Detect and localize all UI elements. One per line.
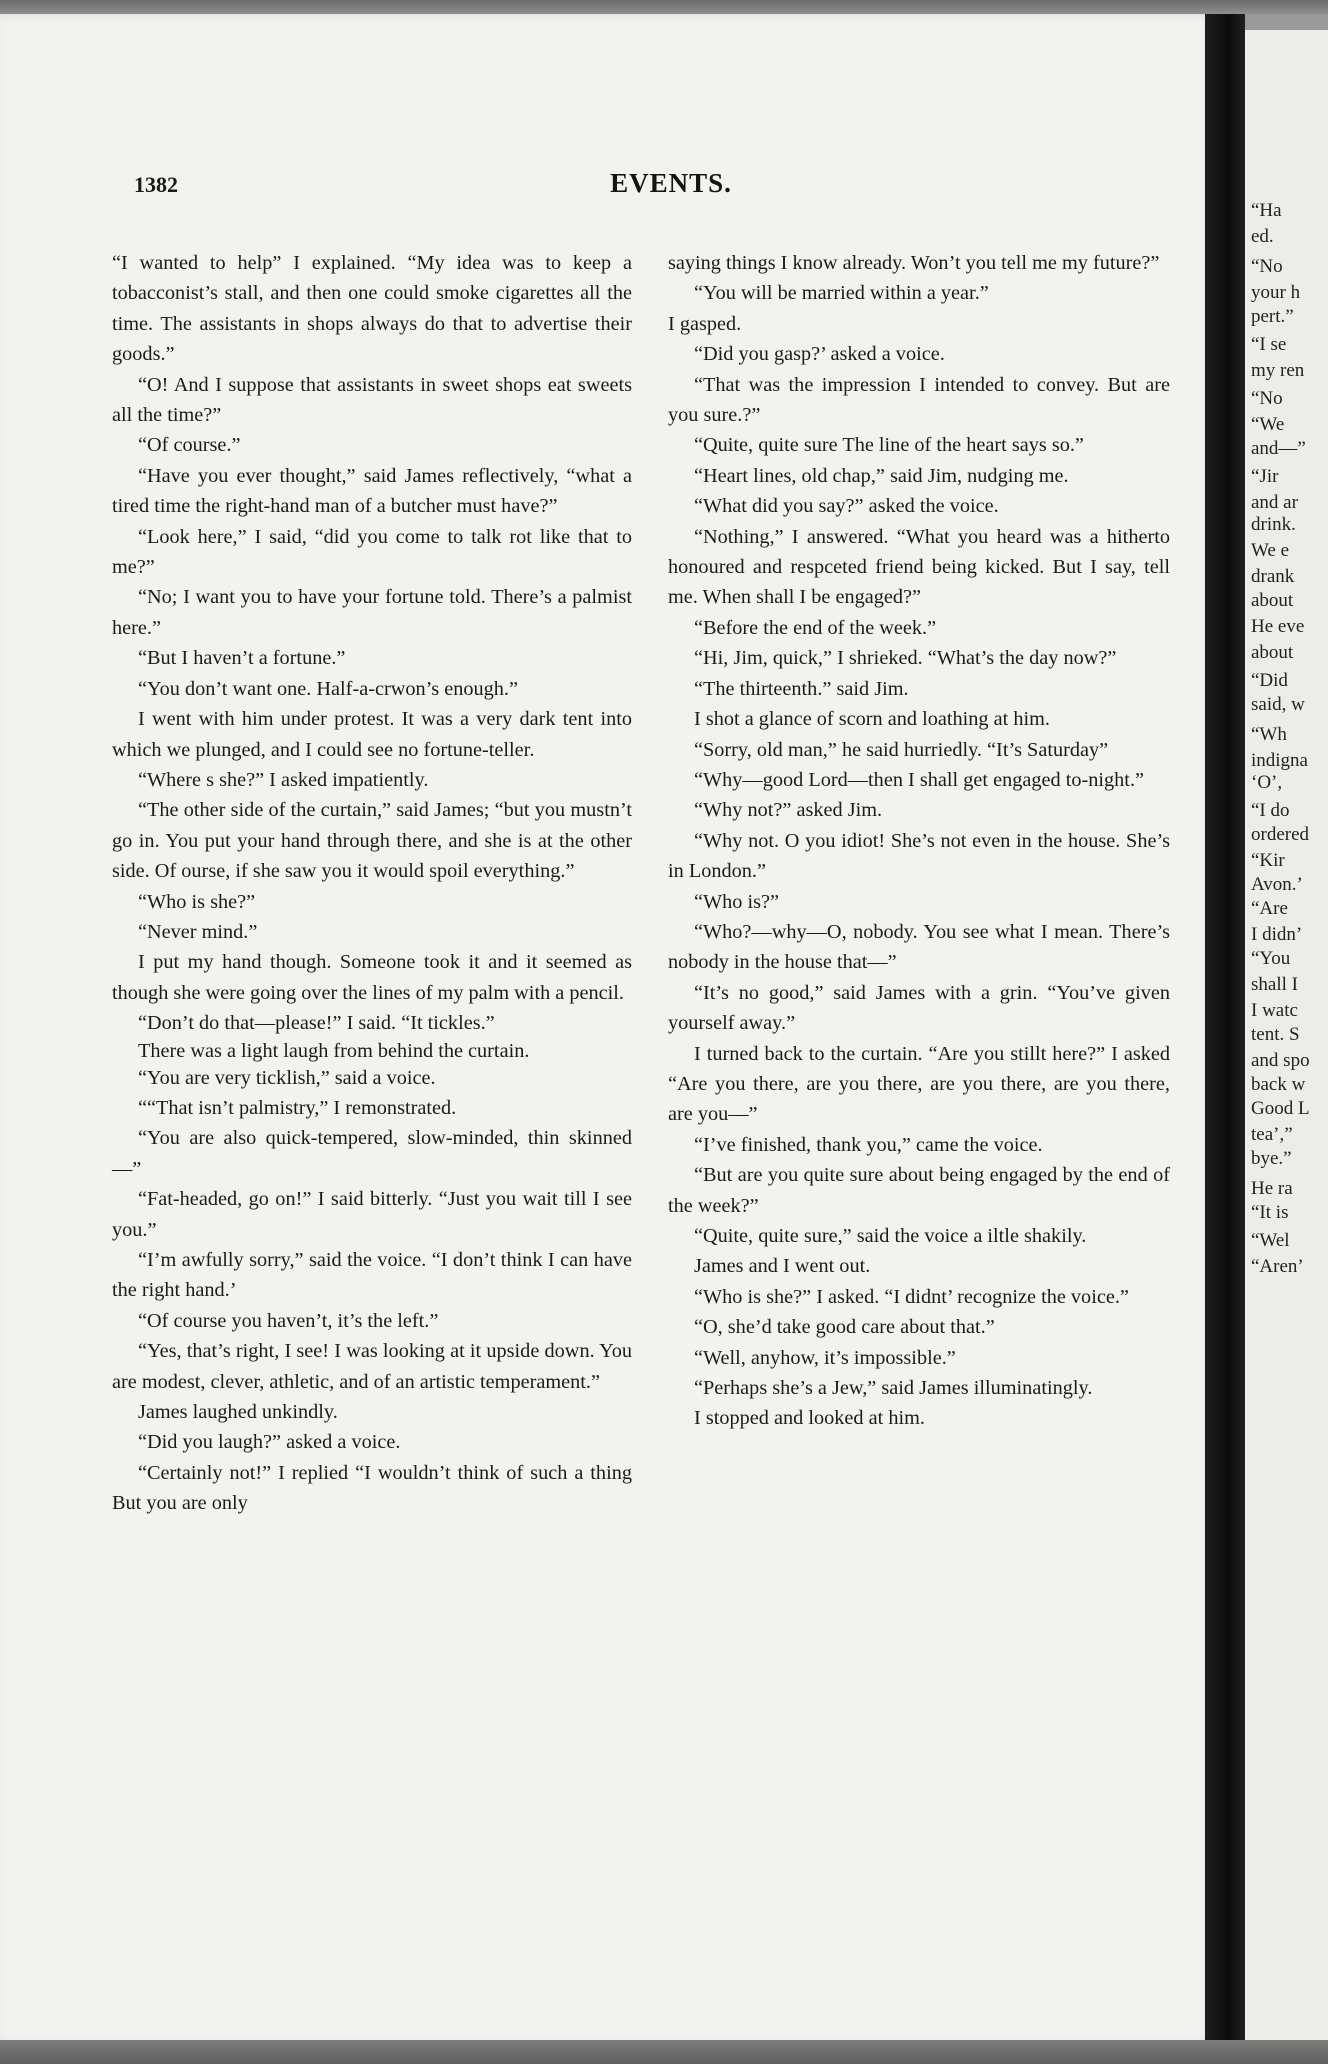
scan-bottom-edge bbox=[0, 2040, 1328, 2064]
paragraph: “Nothing,” I answered. “What you heard was a hitherto honoured and respceted friend being kicked. But I say, tell me. When shall I be engaged?” bbox=[668, 525, 1170, 609]
paragraph: “It’s no good,” said James with a grin. “You’ve given yourself away.” bbox=[668, 981, 1170, 1035]
facing-page-fragment: I watc bbox=[1251, 1000, 1298, 1021]
facing-page-fragment: tea’,” bbox=[1251, 1124, 1293, 1145]
facing-page-fragment: said, w bbox=[1251, 694, 1305, 715]
paragraph: I went with him under protest. It was a very dark tent into which we plunged, and I could see no fortune-teller. bbox=[112, 708, 632, 761]
paragraph: “The other side of the curtain,” said James; “but you mustn’t go in. You put your hand through there, and she is at the other side. Of ourse, if she saw you it would spoil everything.” bbox=[112, 799, 632, 883]
paragraph: “I wanted to help” I explained. “My idea was to keep a tobacconist’s stall, and then one could smoke cigarettes all the time. The assistants in shops always do that to advertise their goods.” bbox=[112, 252, 632, 366]
paragraph: “But I haven’t a fortune.” bbox=[138, 647, 346, 670]
paragraph: “That was the impression I intended to convey. But are you sure.?” bbox=[668, 373, 1170, 427]
paragraph: I shot a glance of scorn and loathing at him. bbox=[694, 708, 1050, 731]
paragraph: “Why not. O you idiot! She’s not even in the house. She’s in London.” bbox=[668, 829, 1170, 883]
paragraph: “I’ve finished, thank you,” came the voice. bbox=[694, 1133, 1043, 1156]
paragraph: “Yes, that’s right, I see! I was looking at it upside down. You are modest, clever, athletic, and of an artistic temperament.” bbox=[112, 1340, 632, 1393]
facing-page-fragment: “Wh bbox=[1251, 724, 1287, 745]
facing-page-fragment: “Did bbox=[1251, 670, 1288, 691]
paragraph: “O, she’d take good care about that.” bbox=[694, 1316, 995, 1339]
paragraph: “Perhaps she’s a Jew,” said James illuminatingly. bbox=[694, 1377, 1093, 1400]
facing-page-fragment: about bbox=[1251, 642, 1294, 663]
facing-page-fragment: “Ha bbox=[1251, 200, 1282, 221]
facing-page-fragment: pert.” bbox=[1251, 306, 1294, 327]
paragraph: “What did you say?” asked the voice. bbox=[694, 495, 999, 518]
facing-page-fragment: “I se bbox=[1251, 334, 1287, 355]
paragraph: “Have you ever thought,” said James reflectively, “what a tired time the right-hand man of a butcher must have?” bbox=[112, 464, 632, 518]
paragraph: “Sorry, old man,” he said hurriedly. “It’s Saturday” bbox=[694, 738, 1109, 761]
paragraph: saying things I know already. Won’t you tell me my future?” bbox=[668, 252, 1160, 274]
facing-page-fragment: your h bbox=[1251, 282, 1301, 303]
paragraph: I stopped and looked at him. bbox=[694, 1407, 925, 1430]
facing-page-fragment: We e bbox=[1251, 540, 1290, 561]
facing-page-fragment: tent. S bbox=[1251, 1024, 1300, 1045]
facing-page-fragment: ordered bbox=[1251, 824, 1310, 845]
paragraph: There was a light laugh from behind the curtain. bbox=[138, 1039, 530, 1062]
page-number: 1382 bbox=[134, 172, 178, 197]
text-column-right bbox=[668, 248, 1170, 1434]
paragraph: “Who is?” bbox=[694, 890, 780, 913]
paragraph: “Don’t do that—please!” I said. “It tickles.” bbox=[138, 1012, 495, 1035]
running-head-title: EVENTS. bbox=[610, 168, 732, 198]
facing-page-fragment: “Jir bbox=[1251, 466, 1279, 487]
facing-page-fragment: ‘O’, bbox=[1251, 772, 1283, 793]
facing-page-fragment: “You bbox=[1251, 948, 1291, 969]
book-spine-gutter bbox=[1205, 14, 1245, 2064]
facing-page-fragment: my ren bbox=[1251, 360, 1305, 381]
facing-page-fragment: “Are bbox=[1251, 898, 1288, 919]
facing-page-fragment: “We bbox=[1251, 414, 1285, 435]
running-head bbox=[0, 168, 1328, 199]
facing-page-fragment: ed. bbox=[1251, 226, 1274, 247]
paragraph: I turned back to the curtain. “Are you stillt here?” I asked “Are you there, are you there, are you there, are you there, are you—” bbox=[668, 1042, 1170, 1126]
paragraph: “Look here,” I said, “did you come to talk rot like that to me?” bbox=[112, 525, 632, 579]
paragraph: “You don’t want one. Half-a-crwon’s enough.” bbox=[138, 677, 519, 700]
paragraph: James and I went out. bbox=[694, 1255, 871, 1278]
facing-page-fragment: He eve bbox=[1251, 616, 1305, 637]
paragraph: “Of course.” bbox=[138, 434, 241, 457]
paragraph: I gasped. bbox=[668, 312, 742, 335]
paragraph: “Never mind.” bbox=[138, 920, 258, 943]
facing-page-fragment: Good L bbox=[1251, 1098, 1310, 1119]
paragraph: I put my hand though. Someone took it and it seemed as though she were going over the lines of my palm with a pencil. bbox=[112, 951, 632, 1004]
facing-page-fragment: “Wel bbox=[1251, 1230, 1290, 1251]
facing-page-fragment: about bbox=[1251, 590, 1294, 611]
paragraph: “Quite, quite sure,” said the voice a iltle shakily. bbox=[694, 1225, 1087, 1247]
facing-page-fragment: bye.” bbox=[1251, 1148, 1292, 1169]
paragraph: “Where s she?” I asked impatiently. bbox=[138, 768, 429, 791]
paragraph: “Did you gasp?’ asked a voice. bbox=[694, 343, 945, 366]
facing-page-fragment: “No bbox=[1251, 256, 1283, 277]
facing-page-fragment: I didn’ bbox=[1251, 924, 1303, 945]
paragraph: “You are also quick-tempered, slow-minded, thin skinned—” bbox=[112, 1127, 632, 1180]
paragraph: “You are very ticklish,” said a voice. bbox=[138, 1066, 436, 1089]
paragraph: “I’m awfully sorry,” said the voice. “I don’t think I can have the right hand.’ bbox=[112, 1249, 632, 1302]
facing-page-fragment: “Aren’ bbox=[1251, 1256, 1304, 1277]
facing-page-fragment: “No bbox=[1251, 388, 1283, 409]
facing-page-fragment: back w bbox=[1251, 1074, 1306, 1095]
facing-page-fragment: and spo bbox=[1251, 1050, 1310, 1071]
paragraph: “Of course you haven’t, it’s the left.” bbox=[138, 1309, 439, 1332]
paragraph: “Who is she?” I asked. “I didnt’ recognize the voice.” bbox=[694, 1285, 1129, 1308]
facing-page-fragment: drink. bbox=[1251, 514, 1296, 535]
paragraph: “Why—good Lord—then I shall get engaged to-night.” bbox=[694, 768, 1145, 791]
paragraph: “No; I want you to have your fortune told. There’s a palmist here.” bbox=[112, 586, 632, 639]
facing-page-fragment: drank bbox=[1251, 566, 1295, 587]
paragraph: “Fat-headed, go on!” I said bitterly. “Just you wait till I see you.” bbox=[112, 1188, 632, 1241]
paragraph: “Why not?” asked Jim. bbox=[694, 799, 883, 822]
facing-page-edge bbox=[1245, 30, 1328, 2064]
facing-page-fragment: “I do bbox=[1251, 800, 1290, 821]
paragraph: “Who?—why—O, nobody. You see what I mean. There’s nobody in the house that—” bbox=[668, 920, 1170, 974]
paragraph: “Heart lines, old chap,” said Jim, nudging me. bbox=[694, 464, 1069, 487]
paragraph: “You will be married within a year.” bbox=[694, 282, 989, 305]
paragraph: James laughed unkindly. bbox=[138, 1401, 338, 1424]
facing-page-fragment: “It is bbox=[1251, 1202, 1289, 1223]
paragraph: “The thirteenth.” said Jim. bbox=[694, 677, 909, 700]
paragraph: “Before the end of the week.” bbox=[694, 616, 937, 639]
facing-page-fragment: shall I bbox=[1251, 974, 1298, 995]
text-column-left bbox=[112, 248, 632, 1519]
paragraph: ““That isn’t palmistry,” I remonstrated. bbox=[138, 1096, 457, 1119]
facing-page-fragment: and ar bbox=[1251, 492, 1298, 513]
paragraph: “Who is she?” bbox=[138, 890, 256, 913]
paragraph: “O! And I suppose that assistants in sweet shops eat sweets all the time?” bbox=[112, 373, 632, 427]
facing-page-fragment: “Kir bbox=[1251, 850, 1285, 871]
facing-page-fragment: and—” bbox=[1251, 438, 1306, 459]
facing-page-fragment: Avon.’ bbox=[1251, 874, 1303, 895]
paragraph: “But are you quite sure about being engaged by the end of the week?” bbox=[668, 1164, 1170, 1217]
scan-top-edge bbox=[0, 0, 1328, 14]
paragraph: “Quite, quite sure The line of the heart says so.” bbox=[694, 434, 1084, 457]
paragraph: “Hi, Jim, quick,” I shrieked. “What’s the day now?” bbox=[694, 647, 1117, 670]
facing-page-fragment: indigna bbox=[1251, 750, 1308, 771]
facing-page-fragment: He ra bbox=[1251, 1178, 1293, 1199]
paragraph: “Did you laugh?” asked a voice. bbox=[138, 1431, 401, 1454]
paragraph: “Well, anyhow, it’s impossible.” bbox=[694, 1346, 956, 1369]
paragraph: “Certainly not!” I replied “I wouldn’t think of such a thing But you are only bbox=[112, 1461, 632, 1515]
